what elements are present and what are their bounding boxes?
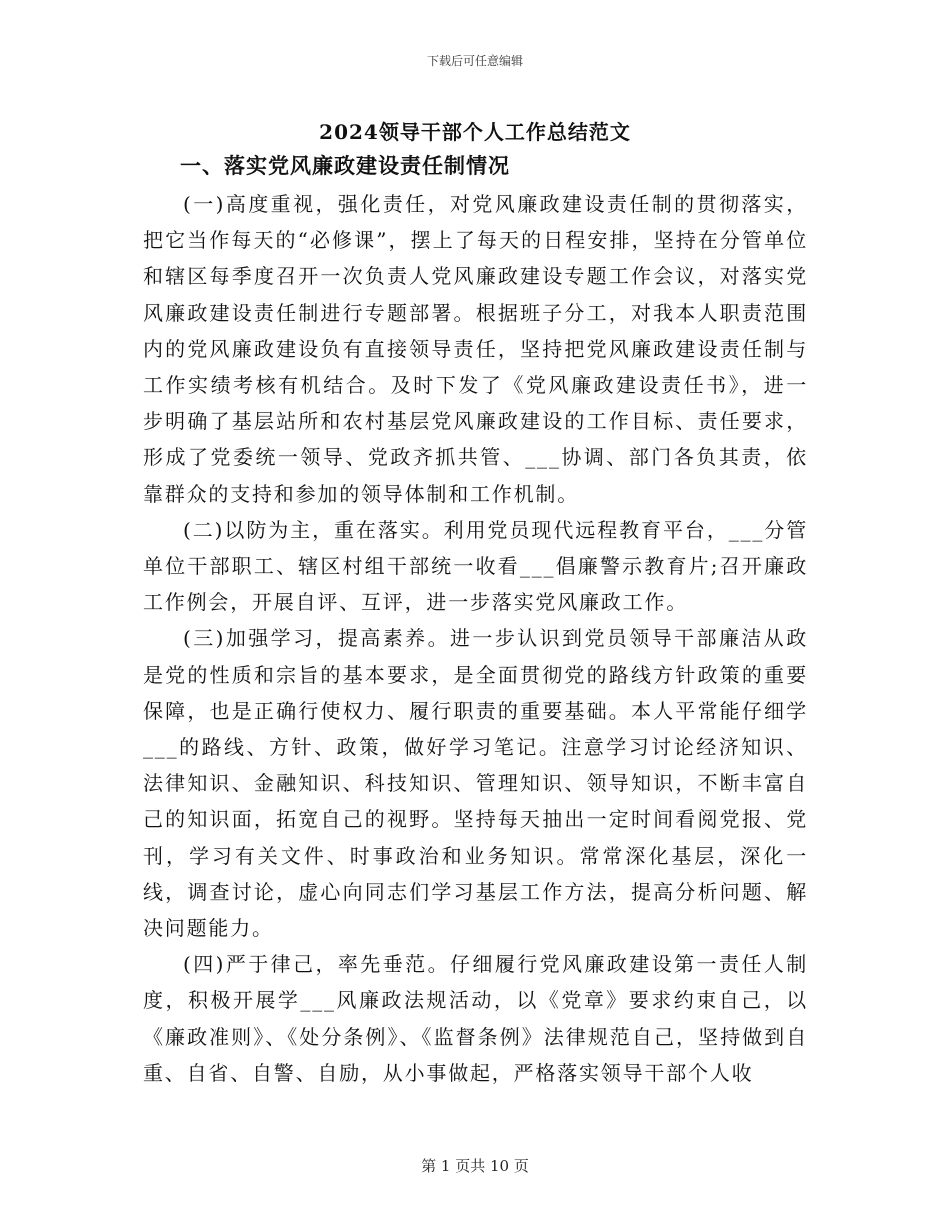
document-title: 2024领导干部个人工作总结范文 bbox=[319, 120, 631, 144]
paragraph-4: (四)严于律己，率先垂范。仔细履行党风廉政建设第一责任人制度，积极开展学___风廉政法规活动，以《党章》要求约束自己，以《廉政准则》、《处分条例》、《监督条例》法律规范自己，坚持做到自重、自省、自警、自励，从小事做起，严格落实领导干部个人收 bbox=[143, 952, 808, 1085]
document-body bbox=[143, 186, 808, 1091]
paragraph-1: (一)高度重视，强化责任，对党风廉政建设责任制的贯彻落实，把它当作每天的“必修课”，摆上了每天的日程安排，坚持在分管单位和辖区每季度召开一次负责人党风廉政建设专题工作会议，对落实党风廉政建设责任制进行专题部署。根据班子分工，对我本人职责范围内的党风廉政建设负有直接领导责任，坚持把党风廉政建设责任制与工作实绩考核有机结合。及时下发了《党风廉政建设责任书》，进一步明确了基层站所和农村基层党风廉政建设的工作目标、责任要求，形成了党委统一领导、党政齐抓共管、___协调、部门各负其责，依靠群众的支持和参加的领导体制和工作机制。 bbox=[143, 192, 808, 506]
paragraph-3: (三)加强学习，提高素养。进一步认识到党员领导干部廉洁从政是党的性质和宗旨的基本要求，是全面贯彻党的路线方针政策的重要保障，也是正确行使权力、履行职责的重要基础。本人平常能仔细学___的路线、方针、政策，做好学习笔记。注意学习讨论经济知识、法律知识、金融知识、科技知识、管理知识、领导知识，不断丰富自己的知识面，拓宽自己的视野。坚持每天抽出一定时间看阅党报、党刊，学习有关文件、时事政治和业务知识。常常深化基层，深化一线，调查讨论，虚心向同志们学习基层工作方法，提高分析问题、解决问题能力。 bbox=[143, 626, 808, 941]
section-heading: 一、落实党风廉政建设责任制情况 bbox=[180, 153, 510, 178]
page-number-footer: 第 1 页共 10 页 bbox=[421, 1157, 529, 1175]
paragraph-2: (二)以防为主，重在落实。利用党员现代远程教育平台，___分管单位干部职工、辖区村组干部统一收看___倡廉警示教育片;召开廉政工作例会，开展自评、互评，进一步落实党风廉政工作。 bbox=[143, 517, 808, 615]
header-note: 下载后可任意编辑 bbox=[426, 54, 523, 68]
